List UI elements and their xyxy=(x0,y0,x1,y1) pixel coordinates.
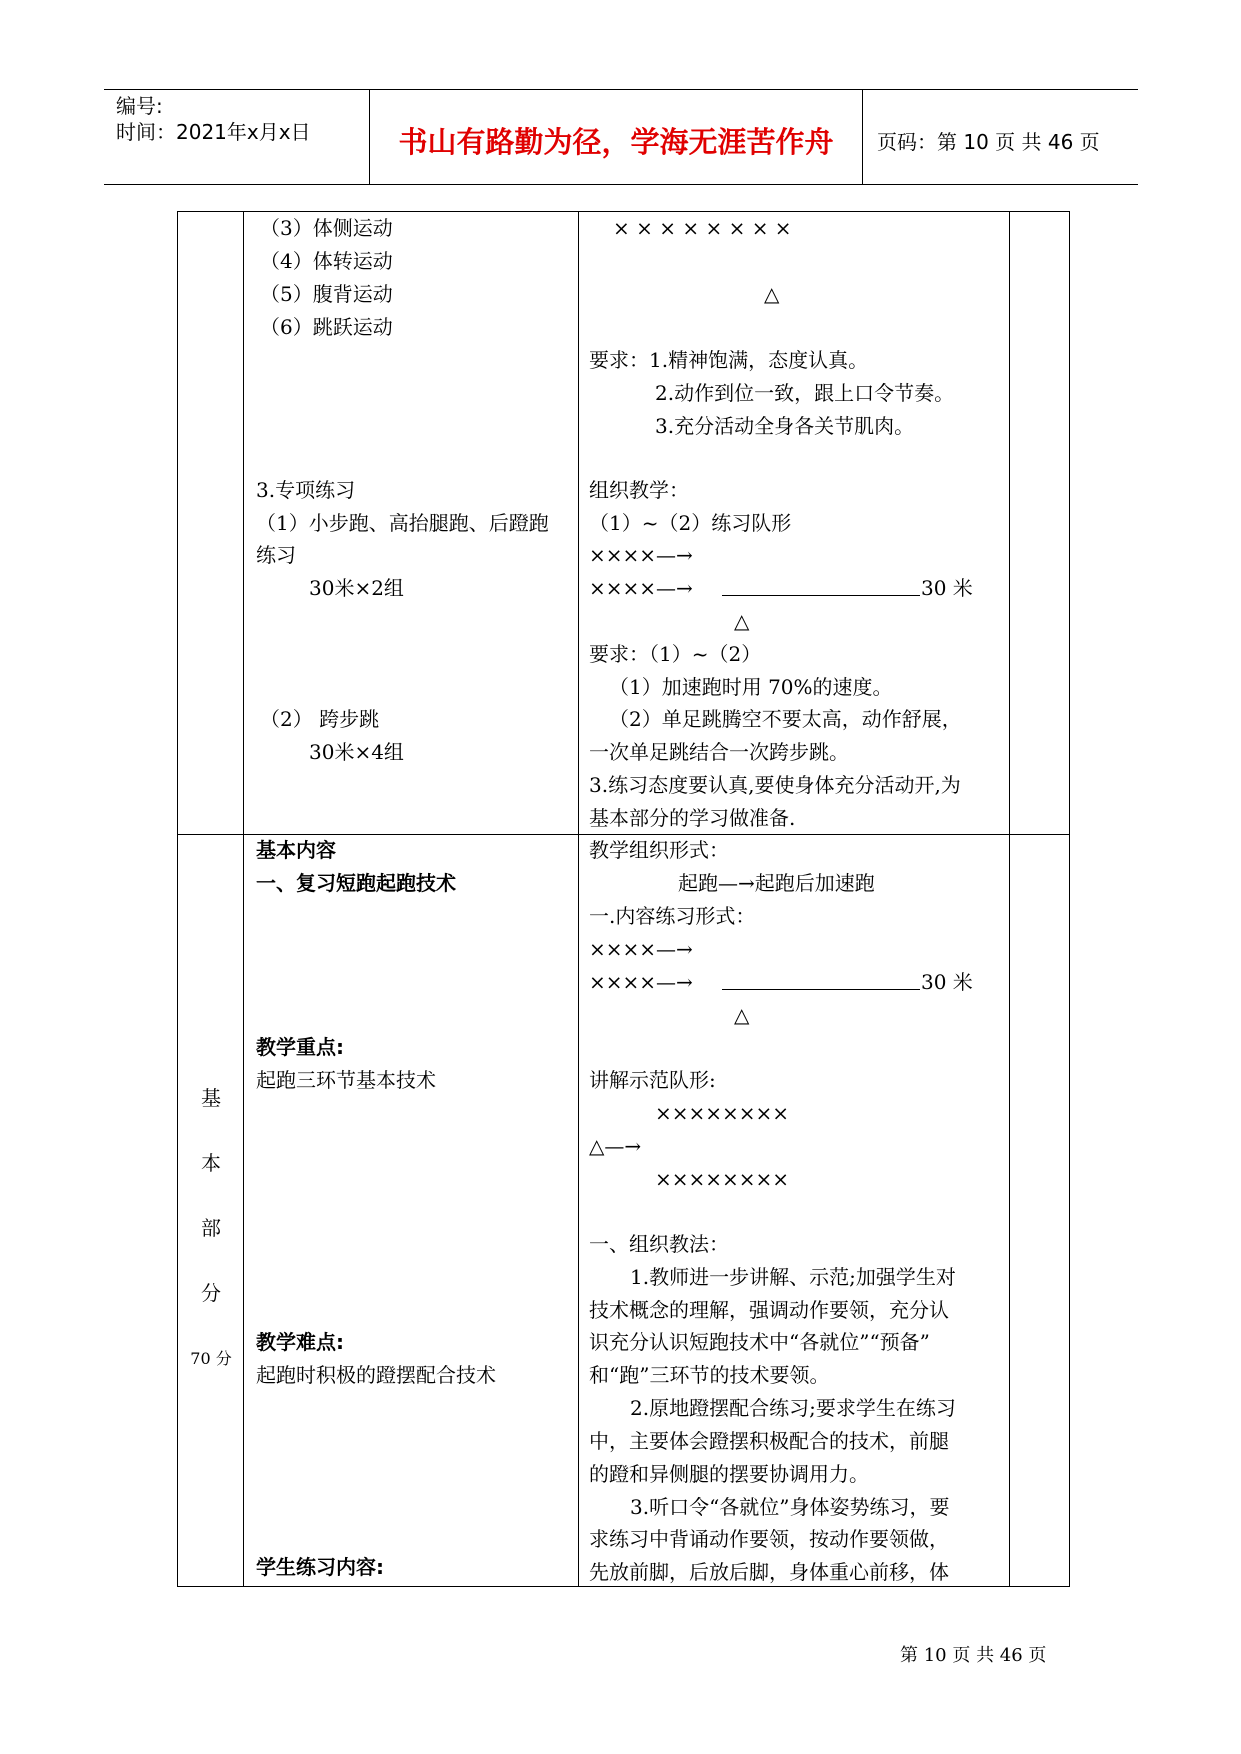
special-item2-reps: 30米×4组 xyxy=(309,740,404,764)
section-label-char: 部 xyxy=(201,1216,221,1240)
formation-row: ××××—→ xyxy=(589,576,693,600)
lesson-table xyxy=(177,211,1070,1587)
method-text: 中，主要体会蹬摆积极配合的技术，前腿 xyxy=(589,1429,949,1453)
demo-row: ×××××××× xyxy=(655,1101,790,1125)
difficulty-text: 起跑时积极的蹬摆配合技术 xyxy=(256,1363,496,1387)
header-motto-cell xyxy=(370,90,863,184)
method-text: 识充分认识短跑技术中“各就位”“预备” xyxy=(589,1330,930,1354)
method-text: 求练习中背诵动作要领，按动作要领做， xyxy=(589,1527,949,1551)
teacher-marker: △ xyxy=(734,1003,750,1027)
special-item1-reps: 30米×2组 xyxy=(309,576,404,600)
form-flow: 起跑—→起跑后加速跑 xyxy=(678,871,875,895)
distance-line xyxy=(722,989,920,990)
form-title: 教学组织形式： xyxy=(589,838,729,862)
header-page-cell xyxy=(863,90,1138,184)
header-info-cell xyxy=(104,90,370,184)
method-text: 3.听口令“各就位”身体姿势练习，要 xyxy=(630,1495,950,1519)
section-label-char: 本 xyxy=(201,1151,221,1175)
method-text: 2.原地蹬摆配合练习;要求学生在练习 xyxy=(630,1396,956,1420)
teacher-marker: △ xyxy=(734,609,750,633)
serial-label: 编号: xyxy=(116,94,163,118)
special-title: 3.专项练习 xyxy=(256,478,356,502)
requirement: 基本部分的学习做准备. xyxy=(589,806,796,830)
requirement: （2）单足跳腾空不要太高，动作舒展， xyxy=(609,707,962,731)
page-label: 页码：第 10 页 共 46 页 xyxy=(877,130,1100,154)
formation-row: ××××—→ xyxy=(589,970,693,994)
section-label-char: 基 xyxy=(201,1086,221,1110)
key-point-title: 教学重点: xyxy=(256,1035,344,1059)
formation-row: ××××—→ xyxy=(589,937,693,961)
basic-subtitle: 一、复习短跑起跑技术 xyxy=(256,871,456,895)
warmup-item: （4）体转运动 xyxy=(260,249,393,273)
special-item2: （2） 跨步跳 xyxy=(260,707,380,731)
distance-label: 30 米 xyxy=(921,970,973,994)
org-title: 组织教学： xyxy=(589,478,689,502)
motto: 书山有路勤为径，学海无涯苦作舟 xyxy=(398,125,834,159)
time-label: 时间：2021年x月x日 xyxy=(116,120,311,144)
distance-label: 30 米 xyxy=(921,576,973,600)
demo-teacher: △—→ xyxy=(589,1134,642,1158)
requirement: 一次单足跳结合一次跨步跳。 xyxy=(589,740,849,764)
content-title: 一.内容练习形式： xyxy=(589,904,756,928)
formation-title: （1）~（2）练习队形 xyxy=(589,511,792,535)
page-header xyxy=(104,89,1138,185)
method-text: 1.教师进一步讲解、示范;加强学生对 xyxy=(630,1265,956,1289)
method-text: 的蹬和异侧腿的摆要协调用力。 xyxy=(589,1462,869,1486)
distance-line xyxy=(722,595,920,596)
demo-row: ×××××××× xyxy=(655,1167,790,1191)
requirement: 要求：1.精神饱满，态度认真。 xyxy=(589,348,869,372)
formation-row: ××××—→ xyxy=(589,543,693,567)
method-title: 一、组织教法： xyxy=(589,1232,729,1256)
special-item1-cont: 练习 xyxy=(256,543,296,567)
warmup-item: （3）体侧运动 xyxy=(260,216,393,240)
key-point-text: 起跑三环节基本技术 xyxy=(256,1068,436,1092)
teacher-marker: △ xyxy=(764,282,780,306)
section-label-char: 分 xyxy=(201,1281,221,1305)
requirement: 3.练习态度要认真,要使身体充分活动开,为 xyxy=(589,773,961,797)
method-text: 技术概念的理解，强调动作要领，充分认 xyxy=(589,1298,949,1322)
demo-title: 讲解示范队形: xyxy=(589,1068,716,1092)
formation-row: × × × × × × × × xyxy=(613,216,792,240)
special-item1: （1）小步跑、高抬腿跑、后蹬跑 xyxy=(256,511,549,535)
method-text: 和“跑”三环节的技术要领。 xyxy=(589,1363,830,1387)
difficulty-title: 教学难点: xyxy=(256,1330,344,1354)
requirement: （1）加速跑时用 70%的速度。 xyxy=(609,675,893,699)
method-text: 先放前脚，后放后脚，身体重心前移，体 xyxy=(589,1560,949,1584)
warmup-item: （6）跳跃运动 xyxy=(260,315,393,339)
page-footer: 第 10 页 共 46 页 xyxy=(900,1645,1047,1666)
requirement: 要求：（1）~（2） xyxy=(589,642,762,666)
requirement: 3.充分活动全身各关节肌肉。 xyxy=(655,414,915,438)
section-time: 70 分 xyxy=(190,1349,232,1368)
basic-title: 基本内容 xyxy=(256,838,336,862)
practice-title: 学生练习内容: xyxy=(256,1555,384,1579)
warmup-item: （5）腹背运动 xyxy=(260,282,393,306)
requirement: 2.动作到位一致，跟上口令节奏。 xyxy=(655,381,955,405)
